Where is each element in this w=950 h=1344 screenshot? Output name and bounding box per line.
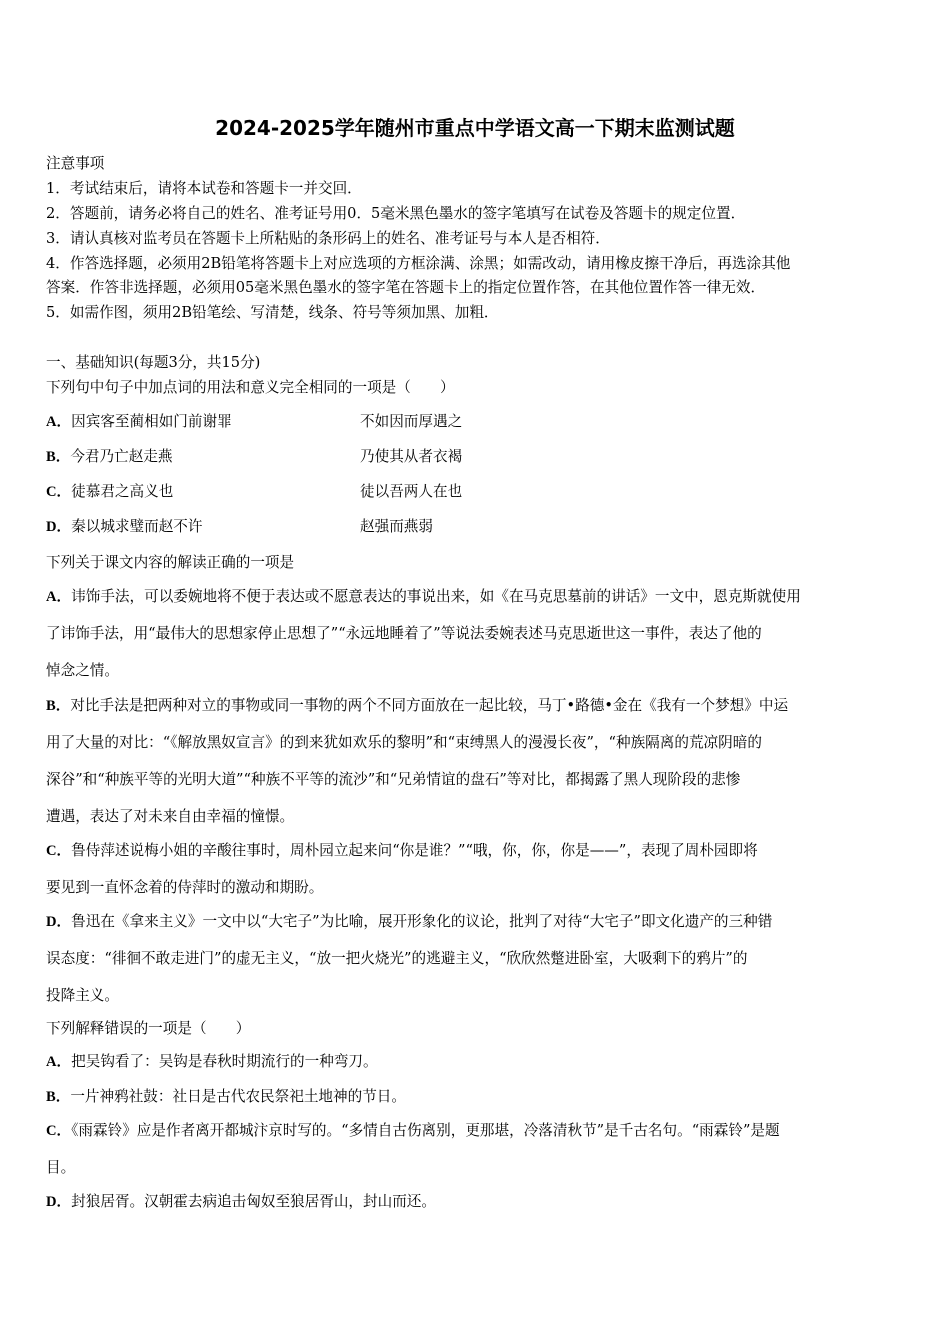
- q3-option-a: [46, 1050, 378, 1071]
- q3-option-c-line: 目。: [46, 1159, 76, 1176]
- q1-option-d: [46, 515, 203, 536]
- q3-option-d: [46, 1190, 436, 1211]
- option-left-text: 徒慕君之高义也: [71, 483, 174, 500]
- q1-option-a: [46, 410, 232, 431]
- notice-item: 3．请认真核对监考员在答题卡上所粘贴的条形码上的姓名、准考证号与本人是否相符．: [46, 230, 610, 247]
- option-label: B．: [46, 698, 71, 714]
- option-text: 一片神鸦社鼓：社日是古代农民祭祀土地神的节日。: [70, 1088, 406, 1105]
- option-text: 讳饰手法，可以委婉地将不便于表达或不愿意表达的事说出来，如《在马克思墓前的讲话》一文中，恩克斯就使用: [71, 588, 801, 605]
- q2-option-a-line: 了讳饰手法，用“最伟大的思想家停止思想了”“永远地睡着了”等说法委婉表述马克思逝世这一事件，表达了他的: [46, 625, 762, 642]
- q3-option-c-line: [46, 1119, 780, 1140]
- q2-option-d-line: 投降主义。: [46, 987, 119, 1004]
- notice-item: 1．考试结束后，请将本试卷和答题卡一并交回．: [46, 180, 362, 197]
- question-3-stem: 下列解释错误的一项是（ ）: [46, 1020, 251, 1037]
- page-title: 2024-2025学年随州市重点中学语文高一下期末监测试题: [215, 116, 735, 140]
- question-2-stem: 下列关于课文内容的解读正确的一项是: [46, 554, 295, 571]
- option-text: 鲁侍萍述说梅小姐的辛酸往事时，周朴园立起来问“你是谁？”“哦，你，你，你是——”，表现了周朴园即将: [71, 842, 758, 859]
- option-text: 封狼居胥。汉朝霍去病追击匈奴至狼居胥山，封山而还。: [71, 1193, 436, 1210]
- q1-option-a-right: 不如因而厚遇之: [360, 413, 463, 430]
- section-heading: 一、基础知识(每题3分，共15分): [46, 354, 261, 371]
- q3-option-b: [46, 1085, 406, 1106]
- notice-item: 答案．作答非选择题，必须用05毫米黑色墨水的签字笔在答题卡上的指定位置作答，在其他位置作答一律无效．: [46, 279, 766, 296]
- notice-item: 2．答题前，请务必将自己的姓名、准考证号用0．5毫米黑色墨水的签字笔填写在试卷及答题卡的规定位置．: [46, 205, 746, 222]
- option-label: D．: [46, 1194, 72, 1210]
- option-text: 《雨霖铃》应是作者离开都城汴京时写的。“多情自古伤离别，更那堪，冷落清秋节”是千古名句。“雨霖铃”是题: [71, 1122, 780, 1139]
- q2-option-c-line: [46, 839, 758, 860]
- q2-option-d-line: [46, 910, 772, 931]
- option-left-text: 今君乃亡赵走燕: [70, 448, 173, 465]
- option-label: A．: [46, 414, 72, 430]
- question-1-stem: 下列句中句子中加点词的用法和意义完全相同的一项是（ ）: [46, 379, 455, 396]
- q1-option-c-right: 徒以吾两人在也: [360, 483, 463, 500]
- option-label: D．: [46, 914, 72, 930]
- q2-option-a-line: [46, 585, 801, 606]
- q2-option-b-line: 深谷”和“种族平等的光明大道”“种族不平等的流沙”和“兄弟情谊的盘石”等对比，都揭露了黑人现阶段的悲惨: [46, 771, 741, 788]
- q2-option-c-line: 要见到一直怀念着的侍萍时的激动和期盼。: [46, 879, 324, 896]
- option-label: C．: [46, 843, 72, 859]
- option-label: C．: [46, 1123, 72, 1139]
- option-text: 鲁迅在《拿来主义》一文中以“大宅子”为比喻，展开形象化的议论，批判了对待“大宅子”即文化遗产的三种错: [71, 913, 773, 930]
- option-left-text: 秦以城求璧而赵不许: [71, 518, 203, 535]
- q2-option-a-line: 悼念之情。: [46, 662, 119, 679]
- notice-item: 5．如需作图，须用2B铅笔绘、写清楚，线条、符号等须加黑、加粗．: [46, 304, 499, 321]
- q2-option-b-line: 用了大量的对比：“《解放黑奴宣言》的到来犹如欢乐的黎明”和“束缚黑人的漫漫长夜”，“种族隔离的荒凉阴暗的: [46, 734, 762, 751]
- q1-option-c: [46, 480, 173, 501]
- option-text: 把吴钩看了：吴钩是春秋时期流行的一种弯刀。: [71, 1053, 378, 1070]
- notice-heading: 注意事项: [46, 155, 105, 172]
- option-text: 对比手法是把两种对立的事物或同一事物的两个不同方面放在一起比较，马丁•路德•金在《我有一个梦想》中运: [70, 697, 789, 714]
- option-label: A．: [46, 589, 72, 605]
- option-label: D．: [46, 519, 72, 535]
- option-label: A．: [46, 1054, 72, 1070]
- q2-option-b-line: [46, 694, 788, 715]
- q1-option-b: [46, 445, 173, 466]
- q2-option-d-line: 误态度：“徘徊不敢走进门”的虚无主义，“放一把火烧光”的逃避主义，“欣欣然蹩进卧室，大吸剩下的鸦片”的: [46, 950, 748, 967]
- option-left-text: 因宾客至蔺相如门前谢罪: [71, 413, 232, 430]
- option-label: B．: [46, 1089, 71, 1105]
- q1-option-d-right: 赵强而燕弱: [360, 518, 433, 535]
- q1-option-b-right: 乃使其从者衣褐: [360, 448, 463, 465]
- notice-item: 4．作答选择题，必须用2B铅笔将答题卡上对应选项的方框涂满、涂黑；如需改动，请用橡皮擦干净后，再选涂其他: [46, 255, 791, 272]
- option-label: C．: [46, 484, 72, 500]
- option-label: B．: [46, 449, 71, 465]
- q2-option-b-line: 遭遇，表达了对未来自由幸福的憧憬。: [46, 808, 295, 825]
